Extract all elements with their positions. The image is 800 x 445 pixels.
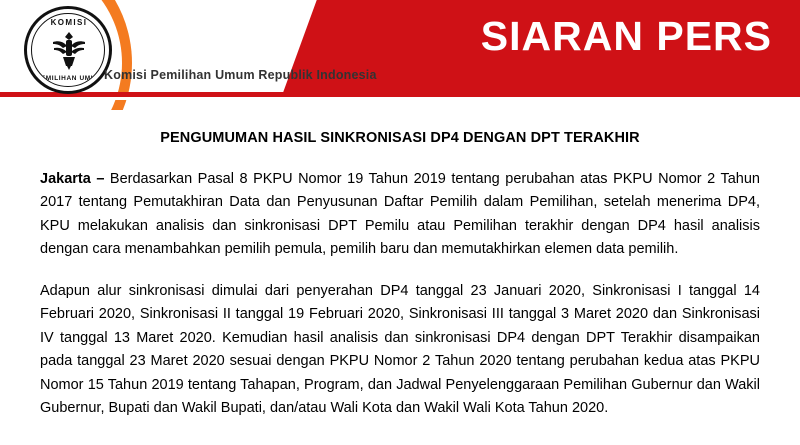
- logo-inner-circle: [31, 13, 105, 87]
- logo-top-text: KOMISI: [50, 18, 88, 27]
- paragraph-1-text: Berdasarkan Pasal 8 PKPU Nomor 19 Tahun 2019 tentang perubahan atas PKPU Nomor 2 Tahun 2017 tentang Pemutakhiran Data dan Penyusunan Daftar Pemilih dalam Pemilihan, setelah menerima DP4, KPU melakukan analisis dan sinkronisasi DPT Pemilu atau Pemilihan terakhir dengan DP4 hasil analisis dengan cara menambahkan pemilih pemula, pemilih baru dan memutakhirkan elemen data pemilih.: [40, 171, 760, 258]
- document-body: [0, 112, 800, 439]
- paragraph-1: [40, 168, 760, 262]
- paragraph-2: [40, 280, 760, 421]
- banner-title: SIARAN PERS: [480, 13, 772, 59]
- header-rule-white: [0, 97, 800, 100]
- logo-bottom-text: PEMILIHAN UMUM: [35, 75, 103, 82]
- page-title: PENGUMUMAN HASIL SINKRONISASI DP4 DENGAN DPT TERAKHIR: [160, 130, 640, 146]
- document-header: [0, 0, 800, 110]
- garuda-emblem-icon: [49, 30, 89, 70]
- paragraph-2-text: Adapun alur sinkronisasi dimulai dari penyerahan DP4 tanggal 23 Januari 2020, Sinkronisasi I tanggal 14 Februari 2020, Sinkronisasi II tanggal 19 Februari 2020, Sinkronisasi III tanggal 3 Maret 2020 dan Sinkronisasi IV tanggal 13 Maret 2020. Kemudian hasil analisis dan sinkronisasi DP4 dengan DPT Terakhir disampaikan pada tanggal 23 Maret 2020 sesuai dengan PKPU Nomor 2 Tahun 2020 tentang perubahan kedua atas PKPU Nomor 15 Tahun 2019 tentang Tahapan, Program, dan Jadwal Penyelenggaraan Pemilihan Gubernur dan Wakil Gubernur, Bupati dan Wakil Bupati, dan/atau Wali Kota dan Wakil Wali Kota Tahun 2020.: [40, 282, 760, 417]
- paragraph-1-lead: Jakarta –: [40, 171, 110, 187]
- kpu-logo: [24, 6, 112, 94]
- institution-name: Komisi Pemilihan Umum Republik Indonesia: [104, 68, 377, 82]
